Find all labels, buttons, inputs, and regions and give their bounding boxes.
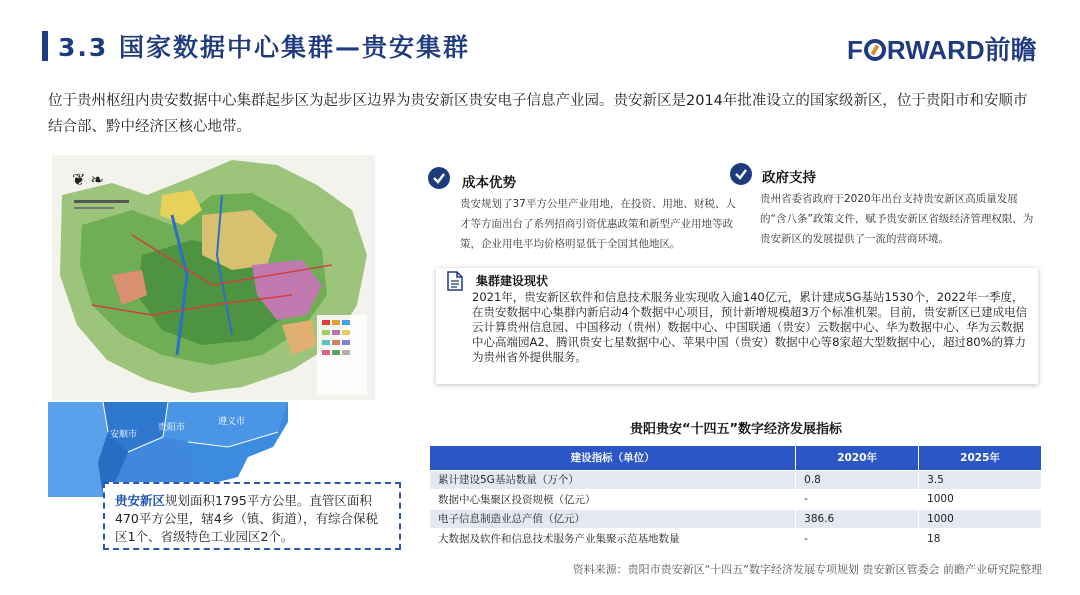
- check-icon: [730, 163, 752, 185]
- gov-support-body: 贵州省委省政府于2020年出台支持贵安新区高质量发展的“含八条”政策文件，赋予贵安新区省级经济管理权限，为贵安新区的发展提供了一流的营商环境。: [760, 193, 1034, 245]
- province-label-zunyi: 遵义市: [218, 417, 246, 427]
- source-note: 资料来源：贵阳市贵安新区“十四五”数字经济发展专项规划 贵安新区管委会 前瞻产业研究院整理: [572, 563, 1042, 576]
- page-title: 3.3 国家数据中心集群—贵安集群: [58, 33, 470, 62]
- logo-text: RWARD前瞻: [886, 35, 1037, 65]
- map-note-highlight: 贵安新区: [115, 493, 166, 508]
- map-note-box: [103, 482, 401, 550]
- table-cell: 大数据及软件和信息技术服务产业集聚示范基地数量: [430, 529, 796, 549]
- table-row: [430, 529, 1042, 549]
- column-header-indicator: 建设指标（单位）: [430, 446, 796, 470]
- province-label-anshun: 安顺市: [110, 430, 138, 440]
- cluster-status-body: 2021年，贵安新区软件和信息技术服务业实现收入逾140亿元，累计建成5G基站1530个，2022年一季度，在贵安数据中心集群内新启动4个数据中心项目，预计新增规模超3万个标准机架。目前，贵安新区已建成电信云计算贵州信息园、中国移动（贵州）数据中心、中国联通（贵安）云数据中心、华为数据中心、华为云数据中心高端园A2、腾讯贵安七星数据中心、苹果中国（贵安）数据中心等8家超大型数据中心，超过80%的算力为贵州省外提供服务。: [472, 290, 1028, 364]
- table-cell: 386.6: [796, 509, 919, 529]
- table-row: [430, 509, 1042, 529]
- gov-support-title: 政府支持: [762, 170, 816, 186]
- column-header-2020: 2020年: [796, 446, 919, 470]
- table-cell: -: [796, 529, 919, 549]
- table-cell: 累计建设5G基站数量（万个）: [430, 470, 796, 490]
- table-cell: 1000: [919, 509, 1042, 529]
- table-cell: 18: [919, 529, 1042, 549]
- indicator-table: [430, 446, 1042, 549]
- cost-advantage-title: 成本优势: [462, 175, 516, 191]
- table-header-row: [430, 446, 1042, 470]
- table-cell: 1000: [919, 490, 1042, 510]
- cluster-status-title: 集群建设现状: [476, 274, 549, 288]
- table-cell: 0.8: [796, 470, 919, 490]
- indicator-table-title: 贵阳贵安“十四五”数字经济发展指标: [629, 422, 843, 437]
- table-row: [430, 490, 1042, 510]
- check-icon-svg: [734, 167, 748, 181]
- map-note-text: 规划面积1795平方公里。直管区面积470平方公里，辖4乡（镇、街道），有综合保税区1个、省级特色工业园区2个。: [115, 493, 379, 544]
- table-cell: 电子信息制造业总产值（亿元）: [430, 509, 796, 529]
- logo-letter-f: F: [847, 35, 863, 65]
- table-row: [430, 470, 1042, 490]
- cost-advantage-body: 贵安规划了37平方公里产业用地，在投资、用地、财税、人才等方面出台了系列招商引资优惠政策和新型产业用地等政策，企业用电平均价格明显低于全国其他地区。: [460, 198, 736, 250]
- planning-map-graphic: [52, 155, 375, 400]
- table-cell: -: [796, 490, 919, 510]
- title-accent-bar: [42, 31, 48, 61]
- column-header-2025: 2025年: [919, 446, 1042, 470]
- svg-text:❦ ❧: ❦ ❧: [72, 170, 104, 189]
- planning-map-image: [52, 155, 375, 400]
- check-icon: [428, 167, 450, 189]
- intro-paragraph: 位于贵州枢纽内贵安数据中心集群起步区为起步区边界为贵安新区贵安电子信息产业园。贵安新区是2014年批准设立的国家级新区，位于贵阳市和安顺市结合部、黔中经济区核心地带。: [48, 93, 1028, 135]
- table-cell: 3.5: [919, 470, 1042, 490]
- table-cell: 数据中心集聚区投资规模（亿元）: [430, 490, 796, 510]
- document-icon: [447, 271, 463, 291]
- brand-logo: [847, 30, 1037, 67]
- province-label-guiyang: 贵阳市: [158, 423, 186, 433]
- check-icon-svg: [432, 171, 446, 185]
- logo-o-icon: [864, 39, 886, 61]
